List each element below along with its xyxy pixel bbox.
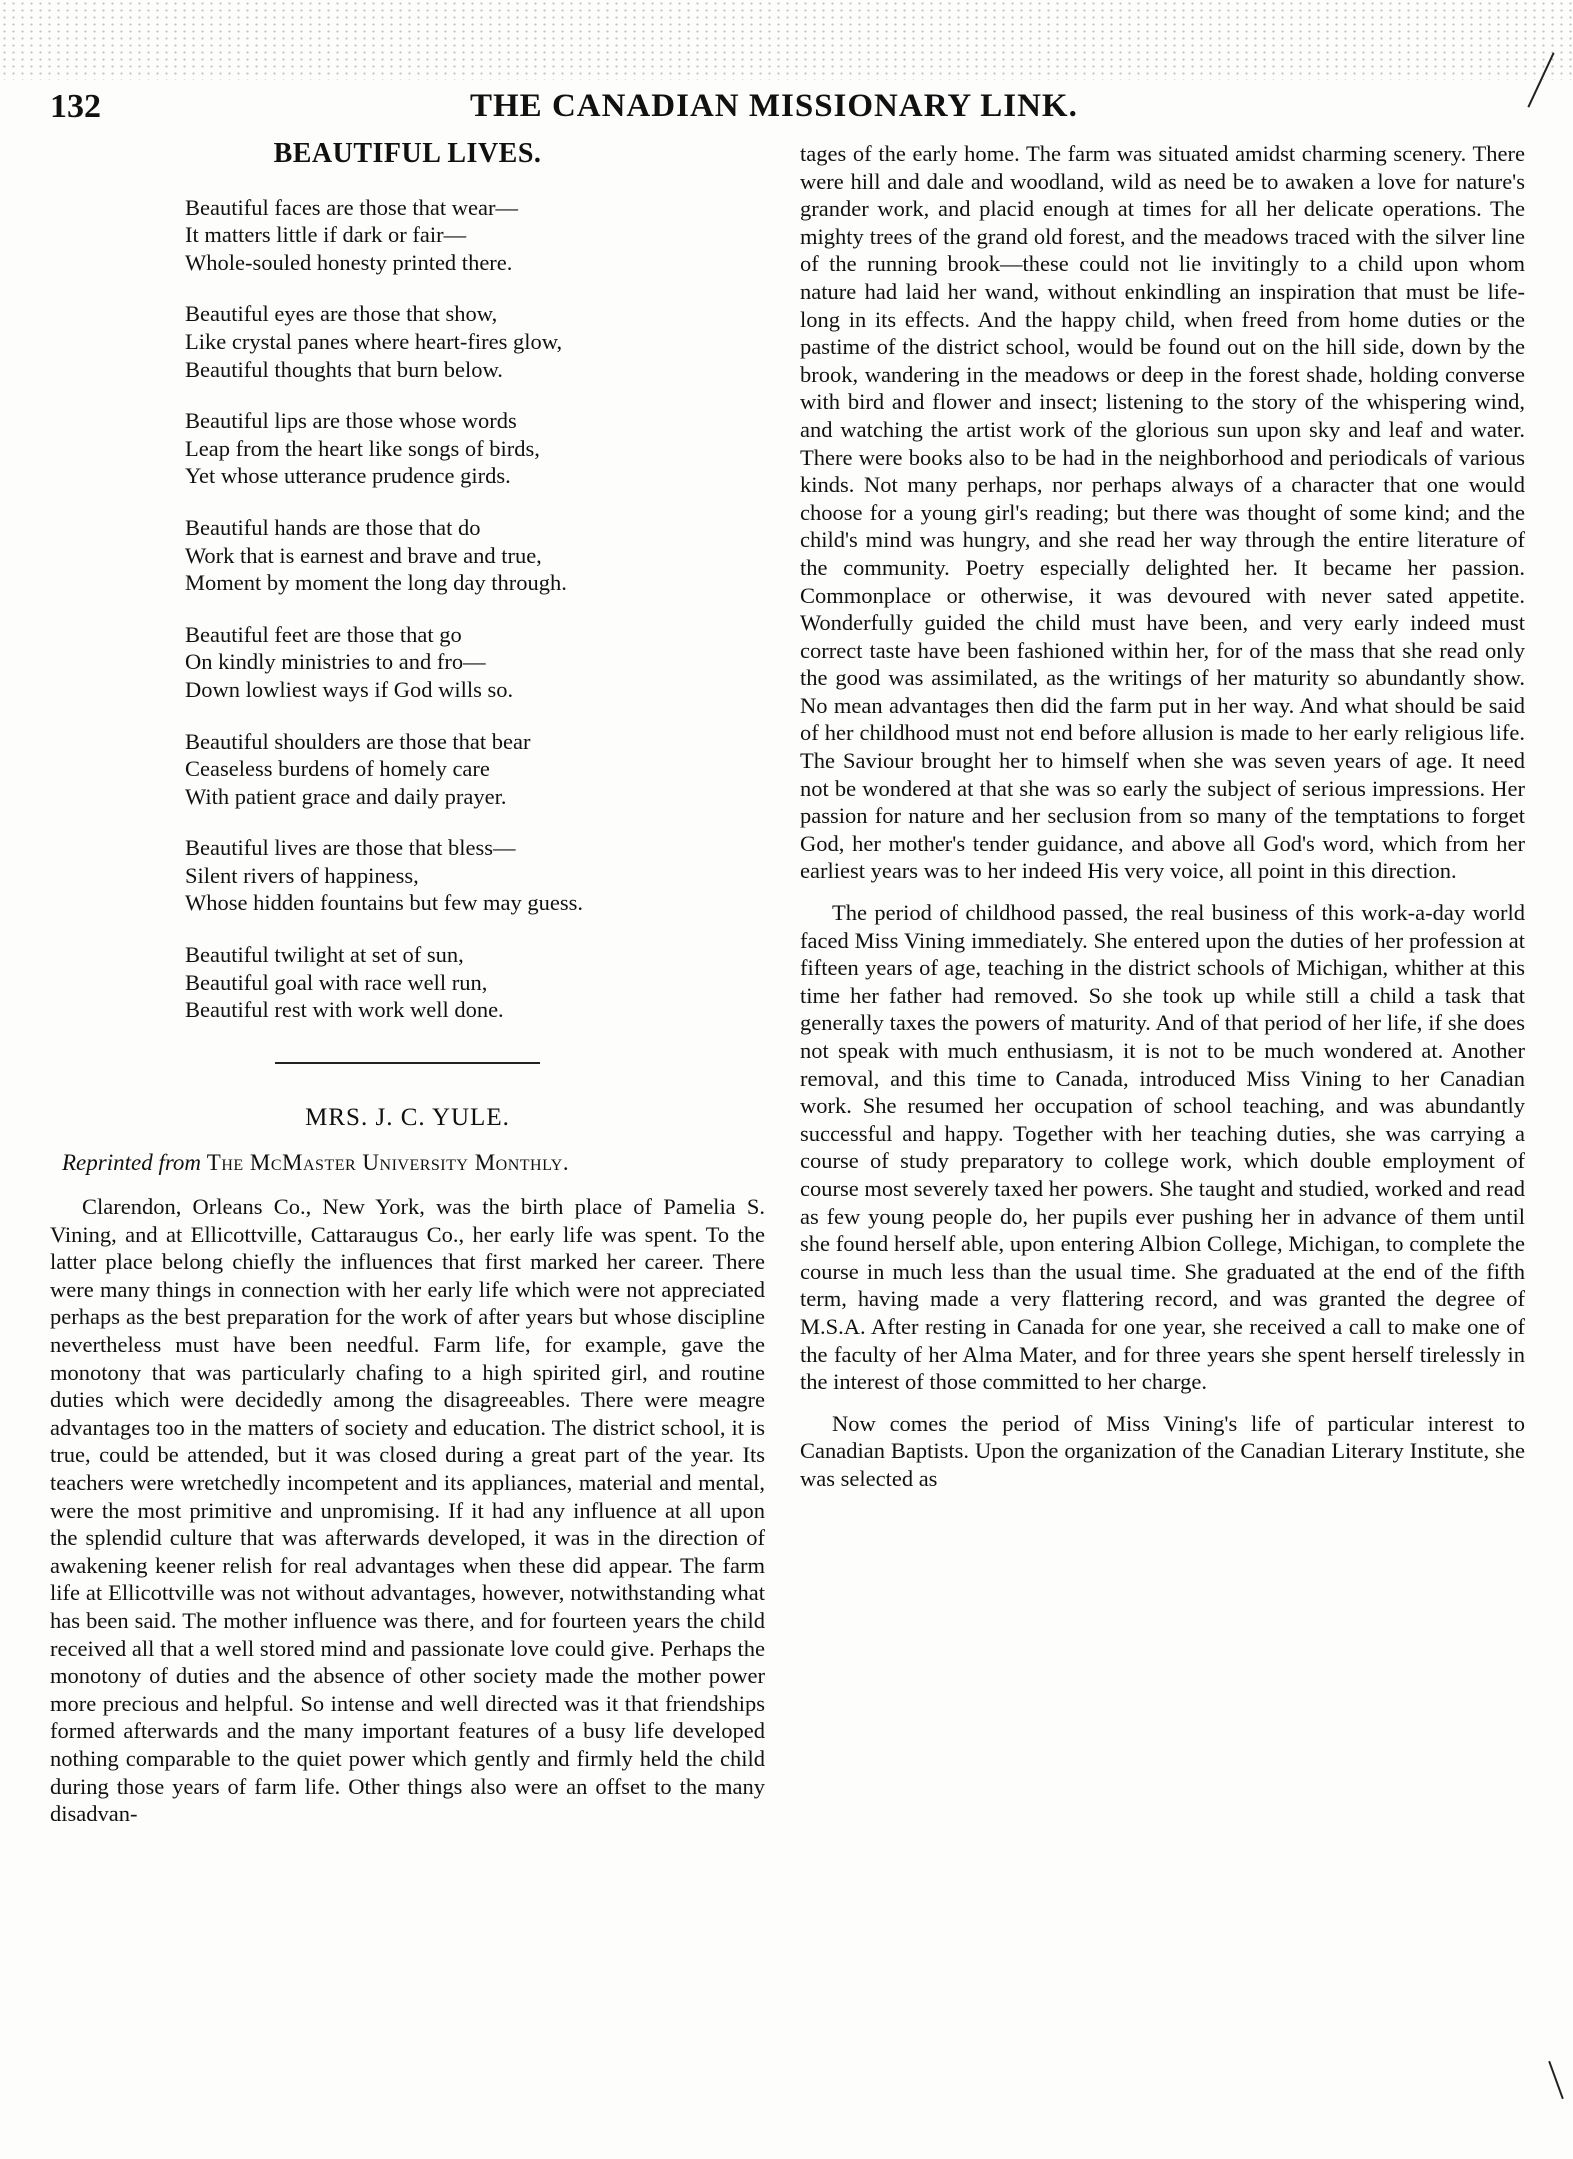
poem-stanza (185, 728, 765, 811)
poem-line: Whole-souled honesty printed there. (185, 249, 513, 275)
poem-line: Silent rivers of happiness, (185, 862, 419, 888)
article-paragraph: Clarendon, Orleans Co., New York, was the birth place of Pamelia S. Vining, and at Ellicottville, Cattaraugus Co., her early life was spent. To the latter place belong chiefly the influences that first marked her career. There were many things in connection with her early life which were not appreciated perhaps as the best preparation for the work of after years but whose discipline nevertheless must have been needful. Farm life, for example, gave the monotony that was particularly chafing to a high spirited girl, and routine duties which were decidedly among the disagreeables. There were meagre advantages too in the matters of society and education. The district school, it is true, could be attended, but it was closed during a great part of the year. Its teachers were wretchedly incompetent and its appliances, material and mental, were the most primitive and unpromising. If it had any influence at all upon the splendid culture that was afterwards developed, it was in the direction of awakening keener relish for real advantages when these did appear. The farm life at Ellicottville was not without advantages, however, notwithstanding what has been said. The mother influence was there, and for fourteen years the child received all that a well stored mind and passionate love could give. Perhaps the monotony of duties and the absence of other society made the mother power more precious and helpful. So intense and well directed was it that friendships formed afterwards and the many important features of a busy life developed nothing comparable to the quiet power which gently and firmly held the child during those years of farm life. Other things also were an offset to the many disadvan- (50, 1194, 765, 1827)
reprint-credit (62, 1149, 765, 1177)
poem-line: Beautiful eyes are those that show, (185, 301, 498, 327)
reprint-source: The McMaster University Monthly. (206, 1150, 570, 1176)
poem-line: It matters little if dark or fair— (185, 222, 467, 248)
page-number: 132 (50, 88, 101, 125)
poem-title: BEAUTIFUL LIVES. (273, 138, 542, 169)
article-paragraph: Now comes the period of Miss Vining's life of particular interest to Canadian Baptists. Upon the organization of the Canadian Literary Institute, she was selected as (800, 1410, 1525, 1491)
article-body-left (50, 1193, 765, 1828)
poem-stanza (185, 300, 765, 383)
article-title: MRS. J. C. YULE. (305, 1103, 510, 1131)
poem-line: Beautiful lips are those whose words (185, 408, 517, 434)
margin-mark (1548, 2061, 1564, 2099)
poem-stanza (185, 621, 765, 704)
poem-line: Like crystal panes where heart-fires glow, (185, 328, 563, 354)
article-body-right (800, 140, 1525, 1493)
poem-stanza (185, 407, 765, 490)
poem-stanza (185, 834, 765, 917)
article-paragraph: The period of childhood passed, the real business of this work-a-day world faced Miss Vining immediately. She entered upon the duties of her profession at fifteen years of age, teaching in the district schools of Michigan, whither at this time her father had removed. So she took up while still a child a task that generally taxes the powers of maturity. And of that period of her life, if she does not speak with much enthusiasm, it is not to be much wondered at. Another removal, and this time to Canada, introduced Miss Vining to her Canadian work. She resumed her occupation of school teaching, and was abundantly successful and happy. Together with her teaching duties, she was carrying a course of study preparatory to college work, which double employment of course most severely taxed her powers. She taught and studied, worked and read as few young people do, her pupils ever pushing her in advance of them until she found herself able, upon entering Albion College, Michigan, to complete the course in much less than the usual time. She graduated at the end of the fifth term, having made a very flattering record, and was granted the degree of M.S.A. After resting in Canada for one year, she received a call to make one of the faculty of her Alma Mater, and for three years she spent herself tirelessly in the interest of those committed to her charge. (800, 900, 1525, 1395)
poem-line: Down lowliest ways if God wills so. (185, 676, 514, 702)
poem-line: Beautiful twilight at set of sun, (185, 942, 464, 968)
poem-line: Beautiful faces are those that wear— (185, 194, 518, 220)
reprint-prefix: Reprinted from (62, 1150, 202, 1176)
poem-stanza (185, 514, 765, 597)
poem-line: Work that is earnest and brave and true, (185, 542, 542, 568)
poem-line: Yet whose utterance prudence girds. (185, 463, 511, 489)
running-head: THE CANADIAN MISSIONARY LINK. (470, 88, 1078, 124)
section-divider (275, 1062, 540, 1064)
right-column (800, 140, 1525, 1493)
poem-line: Moment by moment the long day through. (185, 570, 567, 596)
poem-line: On kindly ministries to and fro— (185, 649, 486, 675)
poem-line: Beautiful feet are those that go (185, 621, 462, 647)
poem-line: Beautiful lives are those that bless— (185, 835, 516, 861)
poem-line: Beautiful rest with work well done. (185, 997, 504, 1023)
top-edge-speckle (0, 0, 1573, 80)
poem-line: Ceaseless burdens of homely care (185, 756, 490, 782)
poem-stanza (185, 941, 765, 1024)
poem-line: Beautiful hands are those that do (185, 514, 481, 540)
page-header (50, 88, 1530, 128)
article-paragraph: tages of the early home. The farm was situated amidst charming scenery. There were hill and dale and woodland, wild as need be to awaken a love for nature's grander work, and placid enough at times for all her delicate operations. The mighty trees of the grand old forest, and the meadows traced with the silver line of the running brook—these could not lie invitingly to a child upon whom nature had laid her wand, without enkindling an inspiration that must be life-long in its effects. And the happy child, when freed from home duties or the pastime of the district school, would be found out on the hill side, down by the brook, wandering in the meadows or deep in the forest shade, holding converse with bird and flower and insect; listening to the story of the whispering wind, and watching the artist work of the glorious sun upon sky and leaf and water. There were books also to be had in the neighborhood and periodicals of various kinds. Not many perhaps, nor perhaps always of a character that one would choose for a young girl's reading; but there was thought of some kind; and the child's mind was hungry, and she read her way through the entire literature of the community. Poetry especially delighted her. It became her passion. Commonplace or otherwise, it was devoured with never sated appetite. Wonderfully guided the child must have been, and very early indeed must correct taste have been fashioned within her, for of the mass that she read only the good was assimilated, as the writings of her maturity so abundantly show. No mean advantages then did the farm put in her way. And what should be said of her childhood must not end before allusion is made to her early religious life. The Saviour brought her to himself when she was seven years of age. It need not be wondered at that she was so early the subject of serious impressions. Her passion for nature and her seclusion from so many of the temptations to forget God, her mother's tender guidance, and above all God's word, which from her earliest years was to her indeed His very voice, all point in this direction. (800, 141, 1525, 884)
poem-line: Beautiful thoughts that burn below. (185, 356, 503, 382)
poem-line: Beautiful shoulders are those that bear (185, 728, 531, 754)
poem-line: Beautiful goal with race well run, (185, 969, 488, 995)
poem-line: With patient grace and daily prayer. (185, 783, 507, 809)
left-column (50, 140, 765, 1828)
poem-stanzas (50, 194, 765, 1024)
poem-line: Whose hidden fountains but few may guess. (185, 890, 584, 916)
poem-stanza (185, 194, 765, 277)
poem-line: Leap from the heart like songs of birds, (185, 435, 540, 461)
